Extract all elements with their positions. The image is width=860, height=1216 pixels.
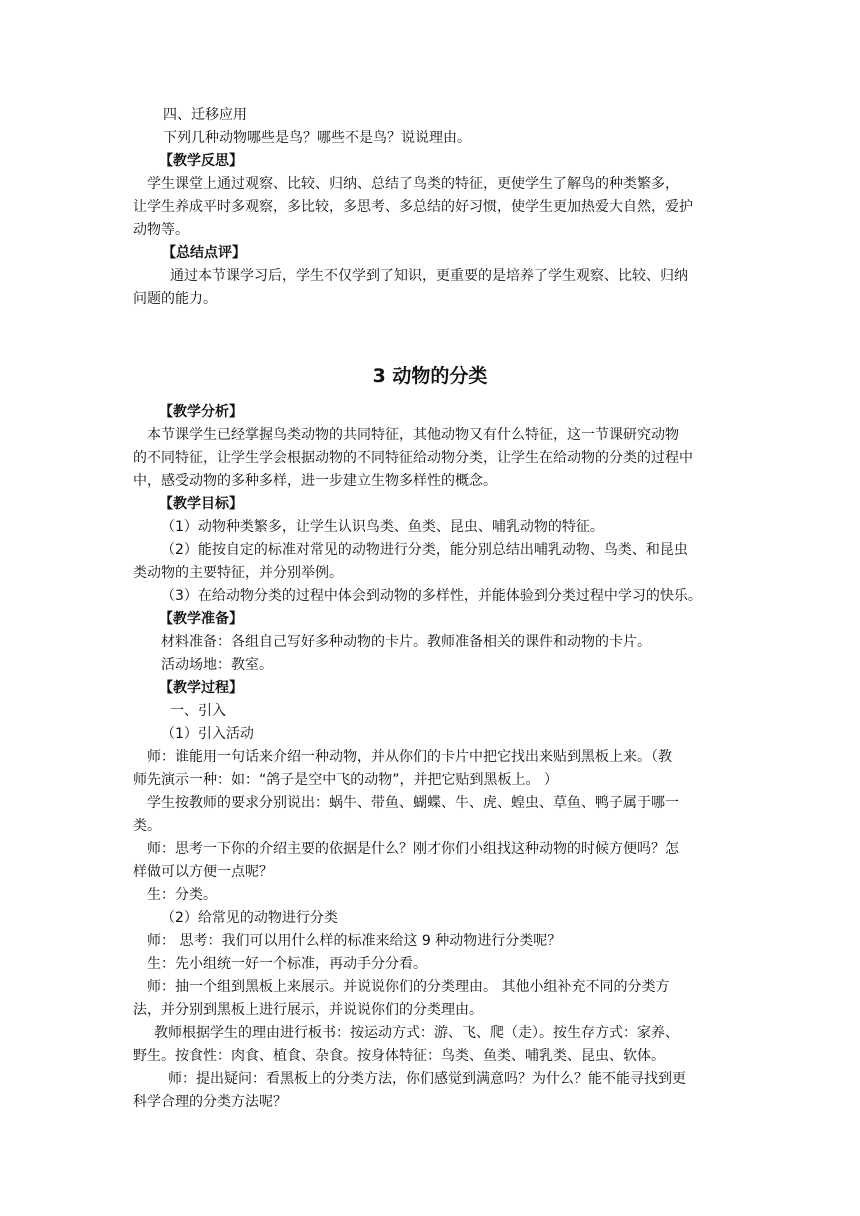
reflection-line: 动物等。 (133, 222, 189, 238)
process-line: 师先演示一种：如：“鸽子是空中飞的动物”，并把它贴到黑板上。 ） (133, 772, 558, 788)
process-line: 教师根据学生的理由进行板书：按运动方式：游、飞、爬（走）。按生存方式：家养、 (154, 1025, 679, 1041)
analysis-heading: 【教学分析】 (159, 404, 243, 420)
process-line: 生：先小组统一好一个标准，再动手分分看。 (147, 956, 427, 972)
transfer-question: 下列几种动物哪些是鸟？哪些不是鸟？说说理由。 (163, 130, 471, 146)
reflection-line: 让学生养成平时多观察，多比较，多思考、多总结的好习惯，使学生更加热爱大自然，爱护 (133, 199, 693, 215)
summary-heading: 【总结点评】 (162, 245, 246, 261)
process-line: （1）引入活动 (161, 726, 254, 742)
analysis-line: 本节课学生已经掌握鸟类动物的共同特征，其他动物又有什么特征，这一节课研究动物 (147, 427, 679, 443)
reflection-heading: 【教学反思】 (159, 153, 243, 169)
analysis-line: 的不同特征，让学生学会根据动物的不同特征给动物分类，让学生在给动物的分类的过程中 (133, 450, 693, 466)
process-line: 师：谁能用一句话来介绍一种动物，并从你们的卡片中把它找出来贴到黑板上来。（教 (147, 749, 672, 765)
goals-heading: 【教学目标】 (159, 496, 243, 512)
prep-line: 活动场地：教室。 (161, 657, 273, 673)
process-line: 师：提出疑问：看黑板上的分类方法，你们感觉到满意吗？为什么？能不能寻找到更 (168, 1071, 686, 1087)
goal-line: （3）在给动物分类的过程中体会到动物的多样性，并能体验到分类过程中学习的快乐。 (161, 588, 702, 604)
process-line: 类。 (133, 818, 161, 834)
analysis-line: 中，感受动物的多种多样，进一步建立生物多样性的概念。 (133, 473, 497, 489)
goal-line: （1）动物种类繁多，让学生认识鸟类、鱼类、昆虫、哺乳动物的特征。 (161, 519, 604, 535)
prep-line: 材料准备：各组自己写好多种动物的卡片。教师准备相关的课件和动物的卡片。 (161, 634, 651, 650)
process-line: 师： 思考：我们可以用什么样的标准来给这 9 种动物进行分类呢？ (147, 933, 562, 949)
process-line: 学生按教师的要求分别说出：蜗牛、带鱼、蝴蝶、牛、虎、蝗虫、草鱼、鸭子属于哪一 (147, 795, 679, 811)
process-line: 野生。按食性：肉食、植食、杂食。按身体特征：鸟类、鱼类、哺乳类、昆虫、软体。 (133, 1048, 665, 1064)
goal-line: （2）能按自定的标准对常见的动物进行分类，能分别总结出哺乳动物、鸟类、和昆虫 (161, 542, 688, 558)
process-line: （2）给常见的动物进行分类 (161, 910, 338, 926)
process-line: 生：分类。 (147, 887, 217, 903)
process-line: 一、引入 (170, 703, 226, 719)
process-line: 师：抽一个组到黑板上来展示。并说说你们的分类理由。 其他小组补充不同的分类方 (147, 979, 670, 995)
process-heading: 【教学过程】 (159, 680, 243, 696)
process-line: 法，并分别到黑板上进行展示，并说说你们的分类理由。 (133, 1002, 483, 1018)
process-line: 科学合理的分类方法呢？ (133, 1094, 287, 1110)
lesson-title: 3 动物的分类 (372, 365, 488, 387)
summary-line: 问题的能力。 (133, 291, 217, 307)
process-line: 样做可以方便一点呢？ (133, 864, 273, 880)
transfer-heading: 四、迁移应用 (163, 107, 247, 123)
summary-line: 通过本节课学习后，学生不仅学到了知识，更重要的是培养了学生观察、比较、归纳 (170, 268, 688, 284)
prep-heading: 【教学准备】 (159, 611, 243, 627)
process-line: 师：思考一下你的介绍主要的依据是什么？刚才你们小组找这种动物的时候方便吗？怎 (147, 841, 679, 857)
goal-line: 类动物的主要特征，并分别举例。 (133, 565, 343, 581)
reflection-line: 学生课堂上通过观察、比较、归纳、总结了鸟类的特征，更使学生了解鸟的种类繁多， (147, 176, 679, 192)
